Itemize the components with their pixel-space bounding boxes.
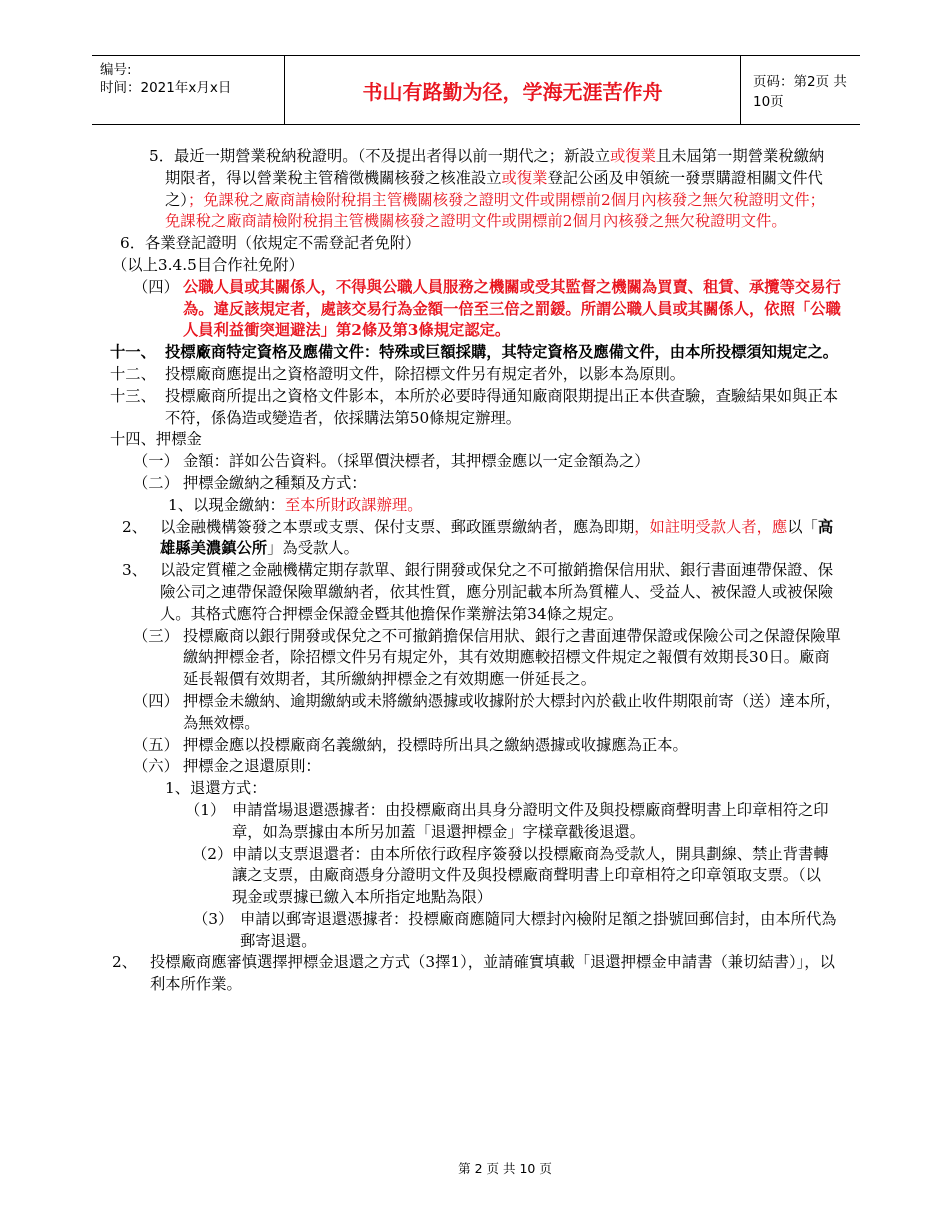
page-header [92, 55, 860, 125]
item-6: 6．各業登記證明（依規定不需登記者免附） [120, 234, 421, 253]
section-14-6: （六） 押標金之退還原則： [133, 757, 321, 776]
return-method-2: （2） 申請以支票退還者：由本所依行政程序簽發以投標廠商為受款人，開具劃線、禁止背書轉讓之支票，由廠商憑身分證明文件及與投標廠商聲明書上印章相符之印章領取支票。（以現金或票據已繳入本所指定地點為限） [192, 844, 829, 907]
section-14-2-2: 2、 以金融機構簽發之本票或支票、保付支票、郵政匯票繳納者，應為即期，如註明受款人者，應以「高雄縣美濃鎮公所」為受款人。 [122, 517, 834, 558]
return-method-3: （3） 申請以郵寄退還憑據者：投標廠商應隨同大標封內檢附足額之掛號回郵信封，由本所代為郵寄退還。 [193, 909, 837, 950]
number-label: 编号: [100, 62, 132, 78]
item-5: 5．最近一期營業稅納稅證明。（不及提出者得以前一期代之；新設立或復業且未屆第一期營業稅繳納期限者，得以營業稅主管稽徵機關核發之核准設立或復業登記公函及申領統一發票購證相關文件代之）；免課稅之廠商請檢附稅捐主管機關核發之證明文件或開標前2個月內核發之無欠稅證明文件；免課稅之廠商請檢附稅捐主管機關核發之證明文件或開標前2個月內核發之無欠稅證明文件。 [149, 147, 825, 231]
item-4-public-official: （四） 公職人員或其關係人，不得與公職人員服務之機關或受其監督之機關為買賣、租賃、承攬等交易行為。違反該規定者，處該交易行為金額一倍至三倍之罰鍰。所謂公職人員或其關係人，依照「公職人員利益衝突迴避法」第2條及第3條規定認定。 [133, 277, 841, 340]
section-12: 十二、 投標廠商應提出之資格證明文件，除招標文件另有規定者外，以影本為原則。 [110, 364, 686, 383]
return-method-1: （1） 申請當場退還憑據者：由投標廠商出具身分證明文件及與投標廠商聲明書上印章相符之印章，如為票據由本所另加蓋「退還押標金」字樣章戳後退還。 [185, 800, 829, 841]
section-14-title: 十四、押標金 [110, 430, 202, 449]
section-14-2-1: 1、以現金繳納：至本所財政課辦理。 [168, 495, 423, 514]
section-11: 十一、 投標廠商特定資格及應備文件：特殊或巨額採購，其特定資格及應備文件，由本所投標須知規定之。 [110, 343, 839, 362]
section-14-6-1: 1、退還方式： [165, 779, 267, 798]
section-14-3: （三） 投標廠商以銀行開發或保兌之不可撤銷擔保信用狀、銀行之書面連帶保證或保險公司之保證保險單繳納押標金者，除招標文件另有規定外，其有效期應較招標文件規定之報價有效期長30日。廠商延長報價有效期者，其所繳納押標金之有效期應一併延長之。 [133, 626, 841, 689]
section-14-2-3: 3、 以設定質權之金融機構定期存款單、銀行開發或保兌之不可撤銷擔保信用狀、銀行書面連帶保證、保險公司之連帶保證保險單繳納者，依其性質，應分別記載本所為質權人、受益人、被保證人或被保險人。其格式應符合押標金保證金暨其他擔保作業辦法第34條之規定。 [122, 561, 834, 623]
document-body [0, 146, 950, 996]
page-footer: 第 2 页 共 10 页 [458, 1161, 552, 1176]
header-meta [92, 56, 285, 124]
coop-note: （以上3.4.5目合作社免附） [112, 255, 304, 274]
section-14-2: （二） 押標金繳納之種類及方式： [133, 473, 367, 492]
section-14-6-2: 2、 投標廠商應審慎選擇押標金退還之方式（3擇1），並請確實填載「退還押標金申請書（兼切結書）」，以利本所作業。 [112, 953, 835, 994]
header-page-label: 页码：第2页 共10页 [753, 74, 847, 110]
time-label: 时间：2021年x月x日 [100, 80, 232, 96]
header-motto: 书山有路勤为径，学海无涯苦作舟 [285, 56, 741, 124]
section-14-5: （五） 押標金應以投標廠商名義繳納，投標時所出具之繳納憑據或收據應為正本。 [133, 735, 688, 754]
section-13: 十三、 投標廠商所提出之資格文件影本，本所於必要時得通知廠商限期提出正本供查驗，查驗結果如與正本不符，係偽造或變造者，依採購法第50條規定辦理。 [110, 386, 839, 427]
section-14-4: （四） 押標金未繳納、逾期繳納或未將繳納憑據或收據附於大標封內於截止收件期限前寄（送）達本所，為無效標。 [133, 691, 841, 732]
section-14-1: （一） 金額：詳如公告資料。（採單價決標者，其押標金應以一定金額為之） [133, 452, 650, 471]
